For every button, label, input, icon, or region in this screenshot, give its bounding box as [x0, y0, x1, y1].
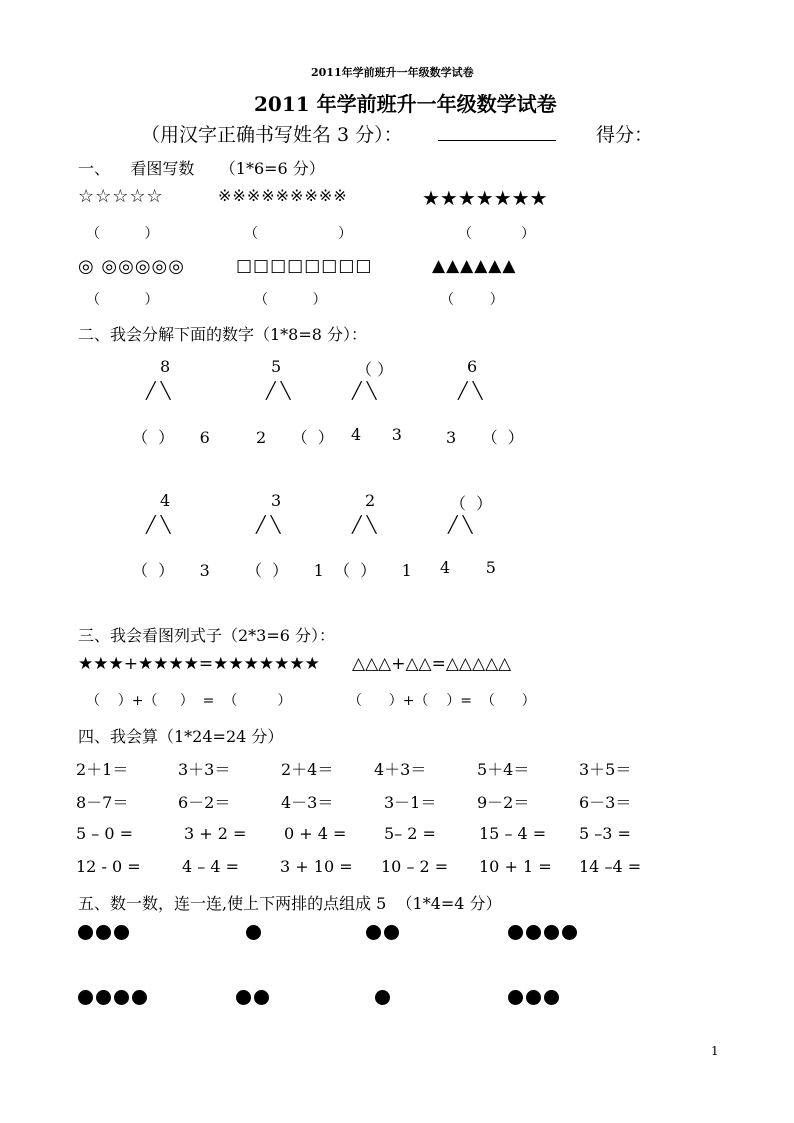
s5-top-group4-dot[interactable]	[562, 925, 577, 940]
s3-answer-stars[interactable]: （ ）+（ ） = （ ）	[86, 693, 292, 709]
s1-group-stars-outline: ☆☆☆☆☆	[78, 186, 164, 207]
s1-answer-1[interactable]: （ ）	[86, 226, 159, 242]
s1-answer-3[interactable]: （ ）	[458, 226, 535, 242]
s4-problem[interactable]: 10 – 2 =	[381, 857, 449, 876]
s4-problem[interactable]: 2＋4＝	[281, 760, 334, 779]
s4-problem[interactable]: 3＋3＝	[178, 760, 231, 779]
s2-tree8-bottom: 4 5	[440, 558, 496, 577]
s5-bottom-group2-dot[interactable]	[236, 990, 251, 1005]
s2-tree8-branches: ╱ ╲	[448, 515, 473, 534]
s2-tree5-bottom[interactable]: （ ） 3	[132, 561, 210, 580]
s2-tree4-top: 6	[467, 357, 478, 376]
s1-answer-5[interactable]: （ ）	[254, 292, 327, 308]
s5-top-group1-dot[interactable]	[96, 925, 111, 940]
s4-problem[interactable]: 14 –4 =	[579, 857, 642, 876]
s4-problem[interactable]: 5– 2 =	[384, 824, 436, 843]
s2-tree6-top: 3	[271, 491, 282, 510]
s2-tree2-bottom[interactable]: 2 （ ）	[256, 428, 334, 447]
section3-heading: 三、我会看图列式子（2*3=6 分）：	[78, 626, 336, 645]
s4-problem[interactable]: 3 + 2 =	[184, 824, 247, 843]
s4-problem[interactable]: 3－1＝	[384, 793, 437, 812]
s4-problem[interactable]: 3＋5＝	[579, 760, 632, 779]
s4-problem[interactable]: 2＋1＝	[76, 760, 129, 779]
s5-top-group4-dot[interactable]	[508, 925, 523, 940]
s4-problem[interactable]: 4 – 4 =	[182, 857, 240, 876]
s2-tree5-branches: ╱ ╲	[146, 515, 171, 534]
s4-problem[interactable]: 5＋4＝	[477, 760, 530, 779]
s4-problem[interactable]: 4＋3＝	[374, 760, 427, 779]
s4-problem[interactable]: 4－3＝	[281, 793, 334, 812]
s4-problem[interactable]: 5 –3 =	[579, 824, 631, 843]
s2-tree2-branches: ╱ ╲	[266, 381, 291, 400]
section5-heading: 五、数一数，连一连,使上下两排的点组成 5 （1*4=4 分）	[78, 894, 502, 913]
s4-problem[interactable]: 10 + 1 =	[479, 857, 552, 876]
s2-tree3-bottom: 4 3	[351, 425, 402, 444]
s2-tree4-bottom[interactable]: 3 （ ）	[446, 428, 524, 447]
section2-heading: 二、我会分解下面的数字（1*8=8 分）：	[78, 325, 368, 344]
s1-group-stars-solid: ★★★★★★★	[422, 186, 548, 210]
s3-answer-triangles[interactable]: （ ）+（ ）= （ ）	[348, 693, 536, 709]
s5-bottom-group1-dot[interactable]	[114, 990, 129, 1005]
s5-bottom-group2-dot[interactable]	[254, 990, 269, 1005]
s4-problem[interactable]: 12 - 0 =	[76, 857, 141, 876]
running-header: 2011年学前班升一年级数学试卷	[311, 66, 474, 79]
s2-tree5-top: 4	[160, 491, 171, 510]
s4-problem[interactable]: 9－2＝	[477, 793, 530, 812]
s1-answer-4[interactable]: （ ）	[86, 292, 159, 308]
s2-tree3-branches: ╱ ╲	[352, 381, 377, 400]
s5-top-group4-dot[interactable]	[544, 925, 559, 940]
s4-problem[interactable]: 3 + 10 =	[280, 857, 353, 876]
section4-heading: 四、我会算（1*24=24 分）	[78, 727, 284, 746]
s5-top-group4-dot[interactable]	[526, 925, 541, 940]
s2-tree4-branches: ╱ ╲	[458, 381, 483, 400]
s1-group-bullseyes: ◎ ◎◎◎◎◎	[78, 256, 185, 277]
page-number: 1	[711, 1044, 719, 1058]
s4-problem[interactable]: 6－3＝	[579, 793, 632, 812]
s4-problem[interactable]: 6－2＝	[178, 793, 231, 812]
s2-tree8-top[interactable]: （ ）	[450, 494, 493, 513]
s4-problem[interactable]: 0 + 4 =	[284, 824, 347, 843]
s1-answer-6[interactable]: （ ）	[440, 292, 504, 308]
s1-group-triangles: ▲▲▲▲▲▲	[432, 256, 517, 276]
score-label: 得分：	[596, 124, 654, 146]
s2-tree7-branches: ╱ ╲	[352, 515, 377, 534]
s4-problem[interactable]: 5 – 0 =	[76, 824, 134, 843]
s5-bottom-group4-dot[interactable]	[526, 990, 541, 1005]
s5-top-group2-dot[interactable]	[246, 925, 261, 940]
s2-tree7-bottom[interactable]: （ ） 1	[334, 561, 412, 580]
s5-bottom-group3-dot[interactable]	[375, 990, 390, 1005]
s1-group-reference-marks: ※※※※※※※※※	[218, 186, 348, 205]
s2-tree3-top[interactable]: （ ）	[356, 360, 394, 379]
s5-bottom-group4-dot[interactable]	[508, 990, 523, 1005]
s2-tree6-bottom[interactable]: （ ） 1	[246, 561, 324, 580]
s5-top-group1-dot[interactable]	[78, 925, 93, 940]
s3-stars-picture: ★★★+★★★★=★★★★★★★	[78, 654, 320, 674]
name-field[interactable]	[438, 140, 556, 141]
s4-problem[interactable]: 8－7＝	[76, 793, 129, 812]
name-label: （用汉字正确书写姓名 3 分）：	[141, 124, 403, 146]
s1-group-squares: □□□□□□□□	[236, 256, 373, 276]
s2-tree7-top: 2	[365, 491, 376, 510]
s1-answer-2[interactable]: （ ）	[244, 226, 353, 242]
s5-bottom-group1-dot[interactable]	[78, 990, 93, 1005]
s4-problem[interactable]: 15 – 4 =	[479, 824, 547, 843]
section1-heading: 一、 看图写数 （1*6=6 分）	[78, 159, 325, 178]
s2-tree2-top: 5	[271, 357, 282, 376]
s5-top-group3-dot[interactable]	[384, 925, 399, 940]
page-title: 2011 年学前班升一年级数学试卷	[254, 92, 557, 116]
s2-tree1-bottom[interactable]: （ ） 6	[132, 428, 210, 447]
s2-tree1-branches: ╱ ╲	[146, 381, 171, 400]
s5-bottom-group1-dot[interactable]	[96, 990, 111, 1005]
s2-tree1-top: 8	[160, 357, 171, 376]
s5-top-group1-dot[interactable]	[114, 925, 129, 940]
s2-tree6-branches: ╱ ╲	[256, 515, 281, 534]
s5-top-group3-dot[interactable]	[366, 925, 381, 940]
s5-bottom-group1-dot[interactable]	[132, 990, 147, 1005]
s5-bottom-group4-dot[interactable]	[544, 990, 559, 1005]
s3-triangles-picture: △△△+△△=△△△△△	[352, 654, 512, 674]
